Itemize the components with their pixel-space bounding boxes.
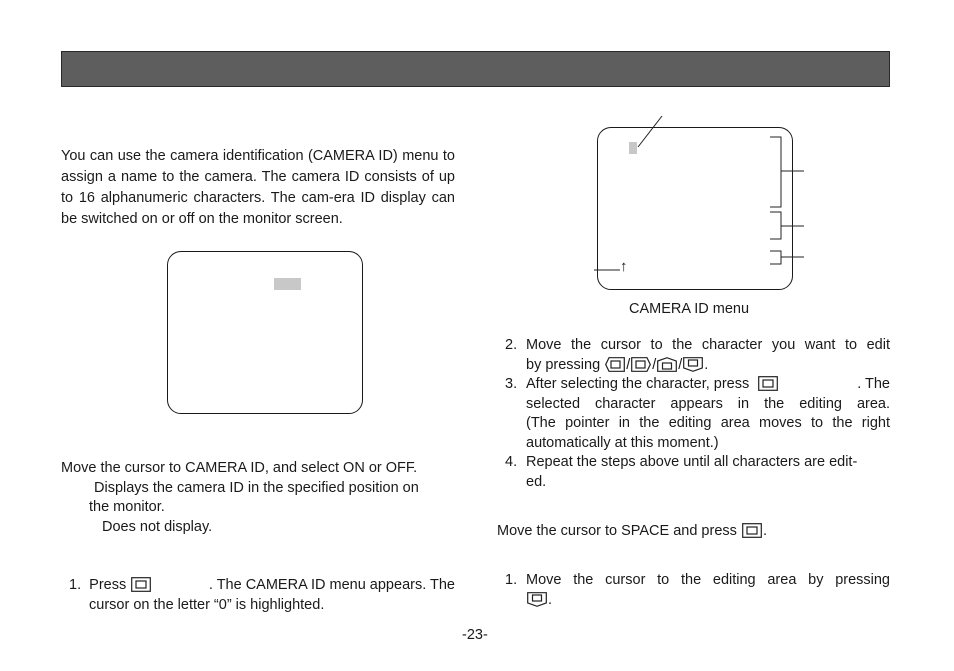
set-button-icon — [758, 376, 778, 391]
cursor-highlight — [629, 142, 637, 154]
figure-caption: CAMERA ID menu — [629, 301, 750, 317]
up-button-icon — [657, 357, 677, 372]
down-button-icon — [683, 357, 703, 372]
edit-step-1: 1. Move the cursor to the editing area by pressing . — [505, 572, 890, 608]
camera-id-menu-illustration — [597, 127, 793, 290]
off-description: Does not display. — [102, 519, 213, 535]
pointer-arrow-icon: ↑ — [620, 258, 628, 275]
page-number: -23- — [462, 627, 488, 643]
right-button-icon — [631, 357, 651, 372]
left-button-icon — [605, 357, 625, 372]
on-description-line2: the monitor. — [89, 499, 165, 515]
down-button-icon — [527, 592, 547, 607]
step-2: 2. Move the cursor to the character you want to edit by pressing / / / . — [505, 337, 890, 373]
camera-id-highlight — [274, 278, 301, 290]
monitor-screen-illustration — [167, 251, 363, 414]
on-description-line1: Displays the camera ID in the specified position on — [94, 480, 419, 496]
section-header-bar — [61, 51, 890, 87]
onoff-instruction: Move the cursor to CAMERA ID, and select ON or OFF. — [61, 460, 418, 476]
set-button-icon — [131, 577, 151, 592]
set-button-icon — [742, 523, 762, 538]
space-instruction: Move the cursor to SPACE and press . — [497, 523, 767, 539]
step-1: 1. Press . The CAMERA ID menu appears. The cursor on the letter “0” is highlighted. — [69, 577, 455, 613]
step-4: 4. Repeat the steps above until all characters are edit- ed. — [505, 454, 858, 490]
step-3: 3. After selecting the character, press . The selected character appears in the editing area. (The pointer in the editing area moves to the right automatically at this moment.) — [505, 376, 890, 451]
intro-paragraph: You can use the camera identification (CAMERA ID) menu to assign a name to the camera. The camera ID consists of up to 16 alphanumeric characters. The cam-era ID display can be switched on or off on the monitor screen. — [61, 148, 455, 227]
